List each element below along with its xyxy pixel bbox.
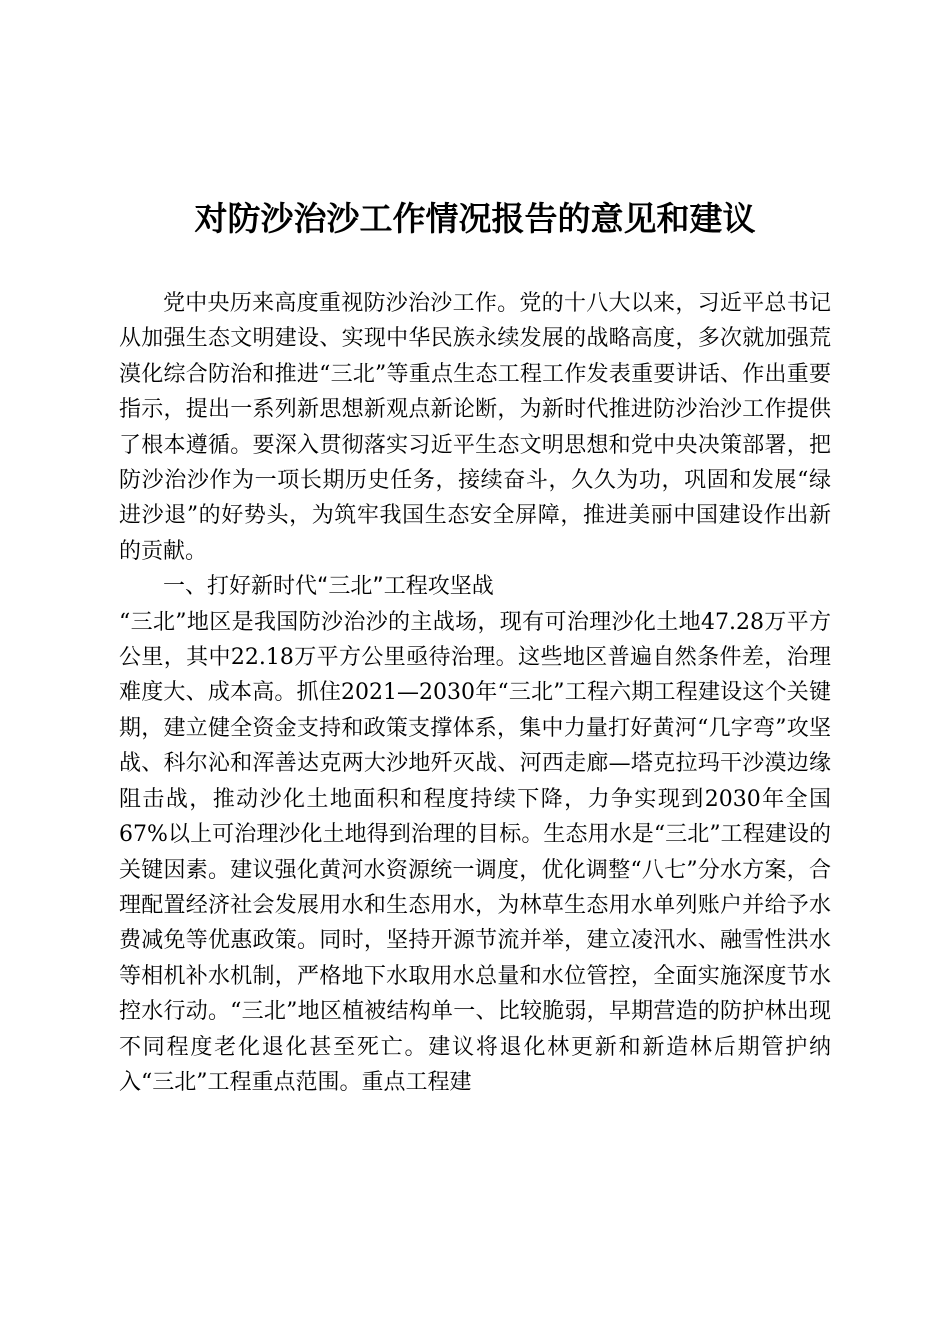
section-heading: 一、打好新时代“三北”工程攻坚战 xyxy=(163,574,494,600)
document-title: 对防沙治沙工作情况报告的意见和建议 xyxy=(194,199,756,238)
intro-paragraph: 党中央历来高度重视防沙治沙工作。党的十八大以来，习近平总书记从加强生态文明建设、实现中华民族永续发展的战略高度，多次就加强荒漠化综合防治和推进“三北”等重点生态工程工作发表重要讲话、作出重要指示，提出一系列新思想新观点新论断，为新时代推进防沙治沙工作提供了根本遵循。要深入贯彻落实习近平生态文明思想和党中央决策部署，把防沙治沙作为一项长期历史任务，接续奋斗，久久为功，巩固和发展“绿进沙退”的好势头，为筑牢我国生态安全屏障，推进美丽中国建设作出新的贡献。 xyxy=(119,291,831,564)
document-body xyxy=(119,286,831,1100)
section-paragraph: “三北”地区是我国防沙治沙的主战场，现有可治理沙化土地47.28万平方公里，其中22.18万平方公里亟待治理。这些地区普遍自然条件差，治理难度大、成本高。抓住2021—2030年“三北”工程六期工程建设这个关键期，建立健全资金支持和政策支撑体系，集中力量打好黄河“几字弯”攻坚战、科尔沁和浑善达克两大沙地歼灭战、河西走廊—塔克拉玛干沙漠边缘阻击战，推动沙化土地面积和程度持续下降，力争实现到2030年全国67%以上可治理沙化土地得到治理的目标。生态用水是“三北”工程建设的关键因素。建议强化黄河水资源统一调度，优化调整“八七”分水方案，合理配置经济社会发展用水和生态用水，为林草生态用水单列账户并给予水费减免等优惠政策。同时，坚持开源节流并举，建立凌汛水、融雪性洪水等相机补水机制，严格地下水取用水总量和水位管控，全面实施深度节水控水行动。“三北”地区植被结构单一、比较脆弱，早期营造的防护林出现不同程度老化退化甚至死亡。建议将退化林更新和新造林后期管护纳入“三北”工程重点范围。重点工程建 xyxy=(119,609,831,1095)
